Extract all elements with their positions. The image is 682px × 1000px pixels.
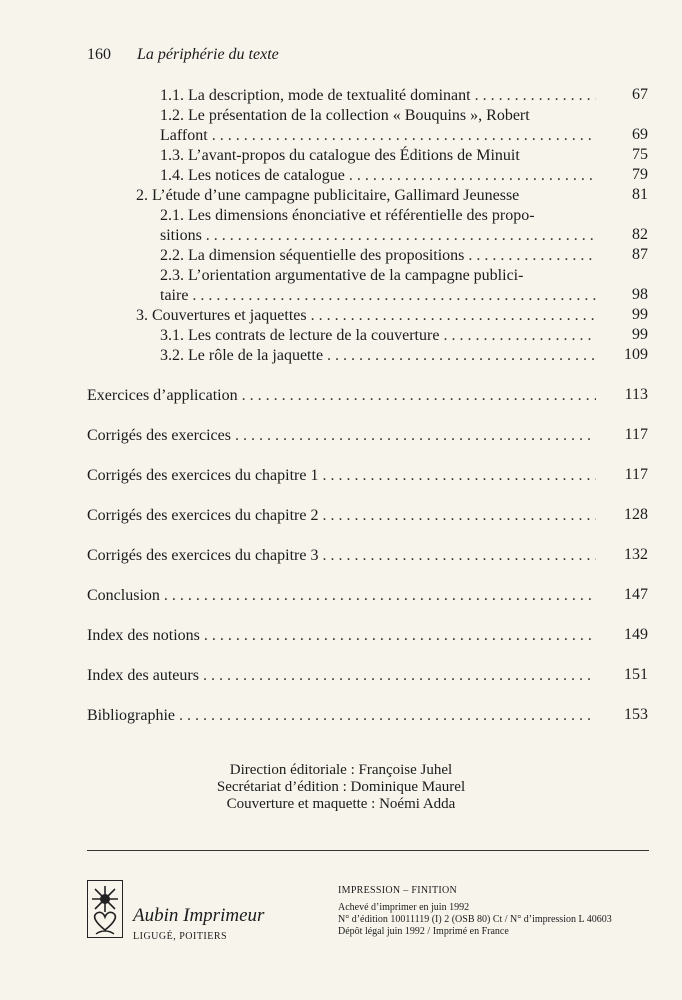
printer-place: LIGUGÉ, POITIERS (133, 931, 228, 942)
toc-entry-2-3: 2.3. L’orientation argumentative de la campagne publici- taire . . . (160, 266, 600, 306)
toc-page: 153 (624, 706, 648, 723)
toc-page: 98 (632, 286, 648, 303)
toc-page: 132 (624, 546, 648, 563)
toc-entry-conclusion: Conclusion . . . (87, 586, 600, 606)
toc-entry-corriges-ch2: Corrigés des exercices du chapitre 2 . . . (87, 506, 600, 526)
imprint-line: Dépôt légal juin 1992 / Imprimé en France (338, 926, 509, 937)
toc-entry-1-3: 1.3. L’avant-propos du catalogue des Éditions de Minuit (160, 147, 520, 164)
toc-entry-2: 2. L’étude d’une campagne publicitaire, Gallimard Jeunesse (136, 187, 520, 204)
toc-entry-1-2: 1.2. Le présentation de la collection « Bouquins », Robert Laffont . . . (160, 106, 600, 146)
toc-page: 113 (624, 386, 648, 403)
toc-page: 79 (632, 166, 648, 183)
toc-page: 99 (632, 306, 648, 323)
toc-page: 67 (632, 86, 648, 103)
credit-line: Couverture et maquette : Noémi Adda (226, 796, 456, 812)
toc-entry-3: 3. Couvertures et jaquettes . . . (136, 306, 600, 326)
toc-page: 109 (624, 346, 648, 363)
toc-page: 81 (632, 186, 648, 203)
toc-page: 82 (632, 226, 648, 243)
printer-name: Aubin Imprimeur (133, 905, 265, 926)
toc-page: 99 (632, 326, 648, 343)
imprint-heading: IMPRESSION – FINITION (338, 885, 458, 896)
printer-logo-icon (87, 880, 123, 938)
toc-page: 75 (632, 146, 648, 163)
toc-entry-corriges-ch1: Corrigés des exercices du chapitre 1 . . . (87, 466, 600, 486)
toc-entry-bibliographie: Bibliographie . . . (87, 706, 600, 726)
editorial-credits (0, 762, 682, 813)
toc-entry-corriges: Corrigés des exercices . . . (87, 426, 600, 446)
toc-entry-1-1: 1.1. La description, mode de textualité dominant . . . (160, 86, 600, 106)
toc-page: 87 (632, 246, 648, 263)
imprint-line: N° d’édition 10011119 (I) 2 (OSB 80) Ct / N° d’impression L 40603 (338, 914, 612, 925)
toc-page: 117 (624, 466, 648, 483)
toc-entry-3-2: 3.2. Le rôle de la jaquette . . . (160, 346, 600, 366)
toc-page: 69 (632, 126, 648, 143)
toc-entry-index-auteurs: Index des auteurs . . . (87, 666, 600, 686)
toc-entry-index-notions: Index des notions . . . (87, 626, 600, 646)
running-header (87, 46, 279, 64)
page-number: 160 (87, 46, 111, 63)
toc-entry-2-1: 2.1. Les dimensions énonciative et référentielle des propo- sitions . . . (160, 206, 600, 246)
credit-line: Direction éditoriale : Françoise Juhel (229, 762, 453, 778)
toc-entry-corriges-ch3: Corrigés des exercices du chapitre 3 . . . (87, 546, 600, 566)
toc-page: 147 (624, 586, 648, 603)
imprint-block (338, 885, 612, 938)
toc-entry-3-1: 3.1. Les contrats de lecture de la couverture . . . (160, 326, 600, 346)
imprint-line: Achevé d’imprimer en juin 1992 (338, 902, 470, 913)
credit-line: Secrétariat d’édition : Dominique Maurel (216, 779, 466, 795)
toc-page: 151 (624, 666, 648, 683)
toc-entry-1-4: 1.4. Les notices de catalogue . . . (160, 166, 600, 186)
toc-page: 117 (624, 426, 648, 443)
toc-entry-exercices: Exercices d’application . . . (87, 386, 600, 406)
toc-page: 128 (624, 506, 648, 523)
divider (87, 850, 649, 851)
toc-page: 149 (624, 626, 648, 643)
running-title: La périphérie du texte (137, 46, 279, 63)
toc-entry-2-2: 2.2. La dimension séquentielle des propositions . . . (160, 246, 600, 266)
